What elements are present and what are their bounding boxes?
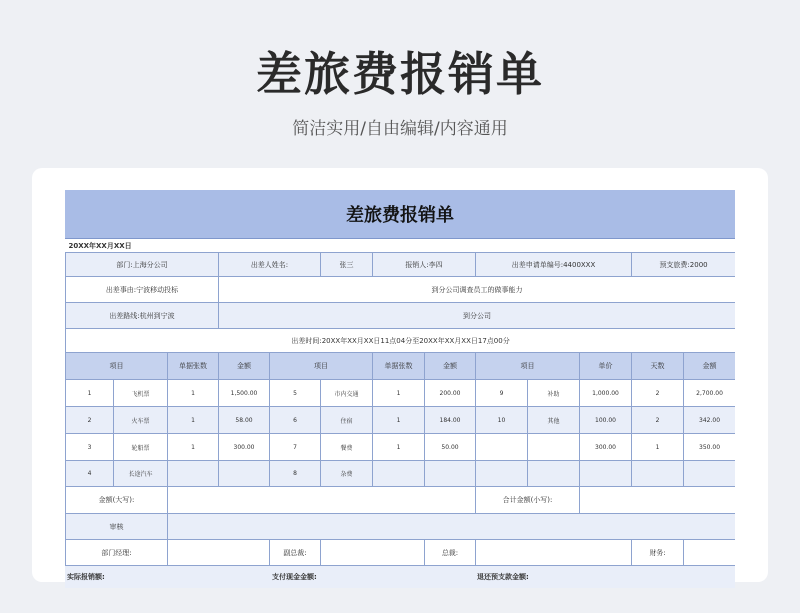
col-header: 单据张数 [373, 353, 425, 380]
purpose-label: 出差事由:宁波移动投标 [66, 277, 219, 303]
table-row [66, 434, 736, 461]
page-title: 差旅费报销单 [256, 47, 544, 101]
deputy-value[interactable] [321, 540, 425, 566]
row-item: 其他 [528, 407, 580, 434]
row-item [528, 461, 580, 487]
amount-upper-value[interactable] [168, 487, 476, 514]
row-qty[interactable]: 1 [373, 434, 425, 461]
row-amount[interactable]: 58.00 [219, 407, 270, 434]
row-amount[interactable]: 50.00 [425, 434, 476, 461]
row-amount[interactable]: 342.00 [684, 407, 736, 434]
amount-lower-label: 合计金额(小写): [476, 487, 580, 514]
review-value[interactable] [168, 514, 736, 540]
row-item: 轮船票 [114, 434, 168, 461]
col-header: 项目 [270, 353, 373, 380]
col-header: 天数 [632, 353, 684, 380]
finance-label: 财务: [632, 540, 684, 566]
row-amount[interactable]: 350.00 [684, 434, 736, 461]
row-no: 7 [270, 434, 321, 461]
row-days[interactable]: 2 [632, 380, 684, 407]
review-label: 审核 [66, 514, 168, 540]
row-item: 餐费 [321, 434, 373, 461]
table-row [66, 407, 736, 434]
row-price[interactable]: 300.00 [580, 434, 632, 461]
row-amount[interactable]: 300.00 [219, 434, 270, 461]
ceo-label: 总裁: [425, 540, 476, 566]
row-no: 1 [66, 380, 114, 407]
row-item: 市内交通 [321, 380, 373, 407]
cash-paid-label[interactable]: 支付现金金额: [270, 566, 475, 588]
report-date: 20XX年XX月XX日 [68, 241, 132, 250]
manager-label: 部门经理: [66, 540, 168, 566]
row-days[interactable]: 1 [632, 434, 684, 461]
col-header: 金额 [219, 353, 270, 380]
reporter-cell[interactable]: 报销人:李四 [373, 253, 476, 277]
traveler-value[interactable]: 张三 [321, 253, 373, 277]
row-no: 9 [476, 380, 528, 407]
table-row [66, 380, 736, 407]
expense-sheet [65, 190, 735, 613]
row-no: 5 [270, 380, 321, 407]
row-qty[interactable] [373, 461, 425, 487]
row-item: 住宿 [321, 407, 373, 434]
row-amount[interactable] [425, 461, 476, 487]
row-item: 火车票 [114, 407, 168, 434]
row-qty[interactable]: 1 [373, 407, 425, 434]
settlement-table [65, 566, 735, 588]
manager-value[interactable] [168, 540, 270, 566]
travel-time[interactable]: 出差时间:20XX年XX月XX日11点04分至20XX年XX月XX日17点00分 [66, 329, 736, 353]
col-header: 单据张数 [168, 353, 219, 380]
row-no [476, 434, 528, 461]
row-amount[interactable]: 1,500.00 [219, 380, 270, 407]
ceo-value[interactable] [476, 540, 632, 566]
col-header: 金额 [425, 353, 476, 380]
col-header: 项目 [476, 353, 580, 380]
traveler-label: 出差人姓名: [219, 253, 321, 277]
row-no [476, 461, 528, 487]
col-header: 金额 [684, 353, 736, 380]
row-qty[interactable]: 1 [168, 380, 219, 407]
row-item: 长途汽车 [114, 461, 168, 487]
row-price[interactable] [580, 461, 632, 487]
page-subtitle: 简洁实用/自由编辑/内容通用 [292, 119, 508, 139]
amount-upper-label: 金额(大写): [66, 487, 168, 514]
row-item [528, 434, 580, 461]
purpose-value[interactable]: 到分公司调查员工的做事能力 [219, 277, 736, 303]
expense-table [65, 239, 735, 566]
row-amount[interactable]: 200.00 [425, 380, 476, 407]
row-price[interactable]: 1,000.00 [580, 380, 632, 407]
row-days[interactable]: 2 [632, 407, 684, 434]
row-qty[interactable] [168, 461, 219, 487]
table-row [66, 461, 736, 487]
row-days[interactable] [632, 461, 684, 487]
row-no: 10 [476, 407, 528, 434]
row-amount[interactable]: 184.00 [425, 407, 476, 434]
row-amount[interactable] [684, 461, 736, 487]
row-no: 2 [66, 407, 114, 434]
row-item: 补助 [528, 380, 580, 407]
row-no: 6 [270, 407, 321, 434]
finance-value[interactable] [684, 540, 736, 566]
row-qty[interactable]: 1 [373, 380, 425, 407]
row-no: 8 [270, 461, 321, 487]
route-label: 出差路线:杭州到宁波 [66, 303, 219, 329]
refund-label[interactable]: 退还预支款金额: [475, 566, 735, 588]
row-qty[interactable]: 1 [168, 434, 219, 461]
dept-cell[interactable]: 部门:上海分公司 [66, 253, 219, 277]
deputy-label: 副总裁: [270, 540, 321, 566]
route-value[interactable]: 到分公司 [219, 303, 736, 329]
col-header: 项目 [66, 353, 168, 380]
row-no: 4 [66, 461, 114, 487]
row-amount[interactable] [219, 461, 270, 487]
row-qty[interactable]: 1 [168, 407, 219, 434]
row-item: 飞机票 [114, 380, 168, 407]
advance-cell[interactable]: 预支旅费:2000 [632, 253, 736, 277]
row-no: 3 [66, 434, 114, 461]
row-item: 杂费 [321, 461, 373, 487]
row-price[interactable]: 100.00 [580, 407, 632, 434]
actual-amount-label[interactable]: 实际报销额: [65, 566, 270, 588]
table-header [66, 353, 736, 380]
col-header: 单价 [580, 353, 632, 380]
application-no-cell[interactable]: 出差申请单编号:4400XXX [476, 253, 632, 277]
amount-lower-value[interactable] [580, 487, 736, 514]
sheet-title: 差旅费报销单 [65, 190, 735, 239]
row-amount[interactable]: 2,700.00 [684, 380, 736, 407]
